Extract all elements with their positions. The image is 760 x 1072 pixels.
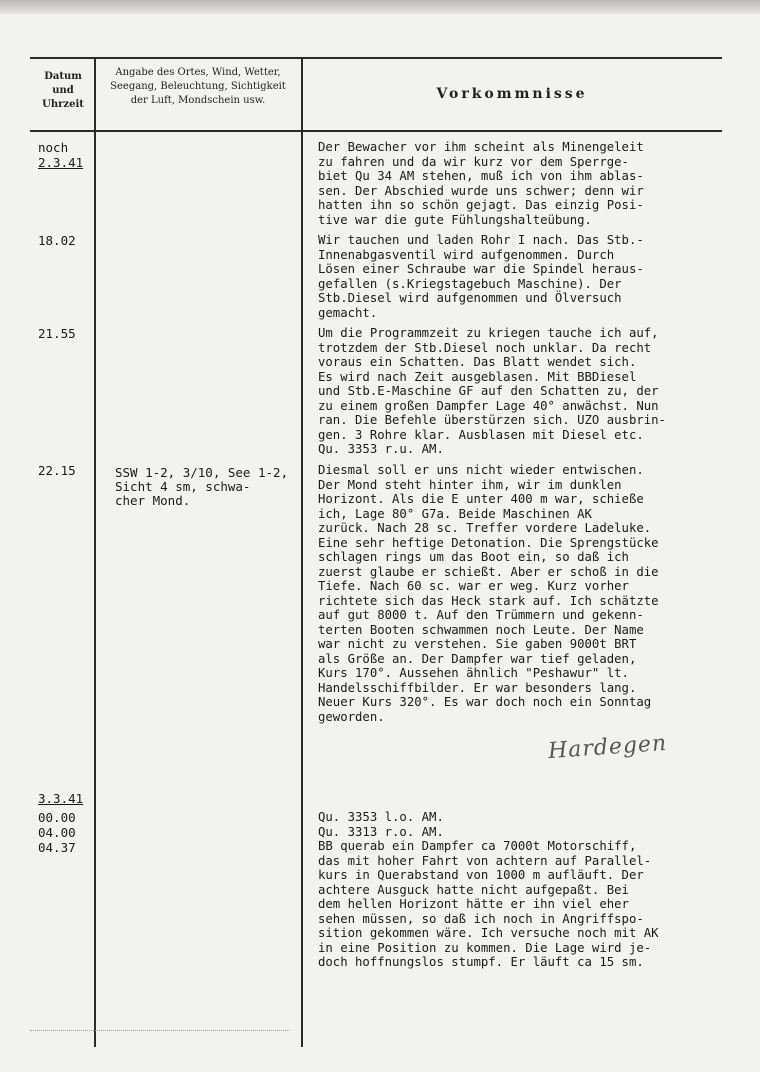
header-ort: Angabe des Ortes, Wind, Wetter, Seegang, Beleuchtung, Sichtigkeit der Luft, Mondschein usw. — [110, 67, 286, 106]
entry-block-1: Der Bewacher vor ihm scheint als Minengeleit zu fahren und da wir kurz vor dem Sperrge- biet Qu 34 AM stehen, muß ich von ihm ablas- sen. Der Abschied wurde uns schwer; denn wir hatten ihn so schön gejagt. Das einzig Posi- tive war die gute Fühlungshalteübung. — [318, 140, 644, 227]
header-datum: Datum und Uhrzeit — [42, 71, 84, 110]
handwritten-signature: Hardegen — [547, 730, 668, 765]
time-0000: 00.00 — [38, 810, 76, 825]
column-divider-2 — [301, 57, 303, 1047]
entry-block-3: Um die Programmzeit zu kriegen tauche ich auf, trotzdem der Stb.Diesel noch unklar. Da recht voraus ein Schatten. Das Blatt wendet sich. Es wird nach Zeit ausgeblasen. Mit BBDiesel und Stb.E-Maschine GF auf den Schatten zu, der zu einem großen Dampfer Lage 40° anwächst. Nun ran. Die Befehle überstürzen sich. UZO ausbrin- gen. 3 Rohre klar. Ausblasen mit Diesel etc. Qu. 3353 r.u. AM. — [318, 326, 666, 456]
header-bottom-rule — [30, 130, 722, 132]
entry-block-2: Wir tauchen und laden Rohr I nach. Das Stb.- Innenabgasventil wird aufgenommen. Durch Lösen einer Schraube war die Spindel heraus- gefallen (s.Kriegstagebuch Maschine). Der Stb.Diesel wird aufgenommen und Ölversuch gemacht. — [318, 233, 644, 320]
entry-block-4: Diesmal soll er uns nicht wieder entwischen. Der Mond steht hinter ihm, wir im dunklen Horizont. Als die E unter 400 m war, schieße ich, Lage 80° G7a. Beide Maschinen AK zurück. Nach 28 sc. Treffer vordere Ladeluke. Eine sehr heftige Detonation. Die Sprengstücke schlagen rings um das Boot ein, so daß ich zuerst glaube er schießt. Aber er schoß in die Tiefe. Nach 60 sc. war er weg. Kurz vorher richtete sich das Heck stark auf. Ich schätzte auf gut 8000 t. Auf den Trümmern und gekenn- terten Booten schwammen noch Leute. Der Name war nicht zu verstehen. Sie gaben 9000t BRT als Größe an. Der Dampfer war tief geladen, Kurs 170°. Aussehen ähnlich "Peshawur" lt. Handelsschiffbilder. Er war besonders lang. Neuer Kurs 320°. Es war doch noch ein Sonntag geworden. — [318, 463, 659, 724]
date-noch: noch 2.3.41 — [38, 140, 84, 170]
weather-2215: SSW 1-2, 3/10, See 1-2, Sicht 4 sm, schwa- cher Mond. — [115, 465, 289, 509]
bottom-dotted-rule — [30, 1030, 290, 1031]
time-2215: 22.15 — [38, 463, 76, 478]
page-top-edge — [0, 0, 760, 14]
column-divider-1 — [94, 57, 96, 1047]
time-0400: 04.00 — [38, 825, 76, 840]
table-top-rule — [30, 57, 722, 59]
entry-block-5: Qu. 3353 l.o. AM. Qu. 3313 r.o. AM. BB querab ein Dampfer ca 7000t Motorschiff, das mit hoher Fahrt von achtern auf Parallel- kurs in Querabstand von 1000 m aufläuft. Der achtere Ausguck hatte nicht aufgepaßt. Bei dem hellen Horizont hätte er ihn viel eher sehen müssen, so daß ich noch in Angriffspo- sition gekommen wäre. Ich versuche noch mit AK in eine Position zu kommen. Die Lage wird je- doch hoffnungslos stumpf. Er läuft ca 15 sm. — [318, 810, 659, 969]
time-1802: 18.02 — [38, 233, 76, 248]
time-2155: 21.55 — [38, 326, 76, 341]
header-vorkommnisse: Vorkommnisse — [436, 86, 588, 102]
date-3-3-41: 3.3.41 — [38, 791, 84, 806]
time-0437: 04.37 — [38, 840, 76, 855]
